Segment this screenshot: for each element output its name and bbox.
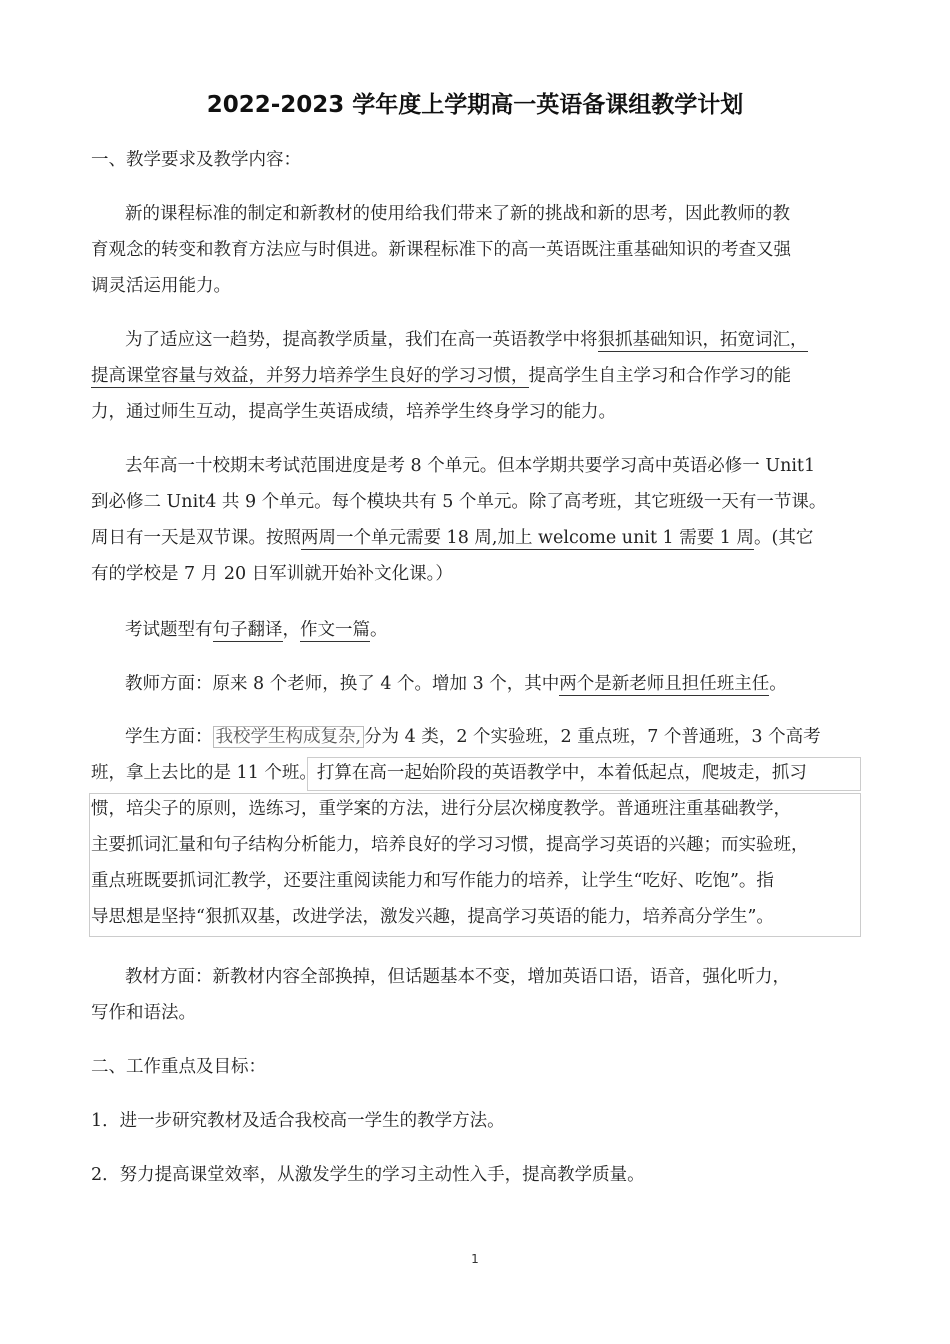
underlined-phrase: 句子翻译 bbox=[212, 620, 283, 640]
underlined-phrase: 狠抓基础知识，拓宽词汇， bbox=[597, 330, 808, 350]
paragraph-students: 学生方面： 我校学生构成复杂, 分为 4 类，2 个实验班，2 重点班，7 个普通班，3 个高考 班，拿上去比的是 11 个班。打算在高一起始阶段的英语教学中，本着低起点，爬坡走，抓习 惯，培尖子的原则，选练习，重学案的方法，进行分层次梯度教学。普通班注重基础教学， 主要抓词汇量和句子结构分析能力，培养良好的学习习惯，提高学习英语的兴趣；而实验班， 重点班既要抓词汇教学，还要注重阅读能力和写作能力的培养，让学生“吃好、吃饱”。指 导思想是坚持“狠抓双基，改进学法，激发兴趣，提高学习英语的能力，培养高分学生”。 bbox=[91, 727, 821, 927]
section-1-heading: 一、教学要求及教学内容： bbox=[91, 150, 301, 170]
underlined-phrase: 两周一个单元需要 18 周,加上 welcome unit 1 需要 1 周 bbox=[301, 528, 754, 548]
underlined-phrase: 两个是新老师且担任班主任 bbox=[559, 674, 770, 694]
list-item: 1．进一步研究教材及适合我校高一学生的教学方法。 bbox=[91, 1111, 505, 1131]
boxed-phrase: 我校学生构成复杂, bbox=[213, 726, 365, 748]
paragraph-schedule: 去年高一十校期末考试范围进度是考 8 个单元。但本学期共要学习高中英语必修一 Unit1 到必修二 Unit4 共 9 个单元。每个模块共有 5 个单元。除了高考班，其它班级一天有一节课。 周日有一天是双节课。按照两周一个单元需要 18 周,加上 welcome unit 1 需要 1 周。(其它 有的学校是 7 月 20 日军训就开始补文化课。） bbox=[91, 456, 827, 584]
underlined-phrase: 提高课堂容量与效益，并努力培养学生良好的学习习惯， bbox=[91, 366, 529, 386]
document-title: 2022-2023 学年度上学期高一英语备课组教学计划 bbox=[206, 92, 744, 118]
paragraph-goals: 为了适应这一趋势，提高教学质量，我们在高一英语教学中将狠抓基础知识，拓宽词汇， 提高课堂容量与效益，并努力培养学生良好的学习习惯，提高学生自主学习和合作学习的能 力，通过师生互动，提高学生英语成绩，培养学生终身学习的能力。 bbox=[91, 330, 808, 422]
paragraph-curriculum: 新的课程标准的制定和新教材的使用给我们带来了新的挑战和新的思考，因此教师的教 育观念的转变和教育方法应与时俱进。新课程标准下的高一英语既注重基础知识的考查又强 调灵活运用能力。 bbox=[91, 204, 791, 296]
underlined-phrase: 作文一篇 bbox=[300, 620, 370, 640]
paragraph-exam-types: 考试题型有句子翻译，作文一篇。 bbox=[125, 620, 388, 640]
page-number: 1 bbox=[471, 1252, 479, 1266]
section-2-heading: 二、工作重点及目标： bbox=[91, 1057, 266, 1077]
paragraph-textbook: 教材方面：新教材内容全部换掉，但话题基本不变，增加英语口语，语音，强化听力， 写作和语法。 bbox=[91, 967, 790, 1023]
list-item: 2．努力提高课堂效率，从激发学生的学习主动性入手，提高教学质量。 bbox=[91, 1165, 645, 1185]
paragraph-teachers: 教师方面：原来 8 个老师，换了 4 个。增加 3 个，其中两个是新老师且担任班主任。 bbox=[125, 674, 787, 694]
